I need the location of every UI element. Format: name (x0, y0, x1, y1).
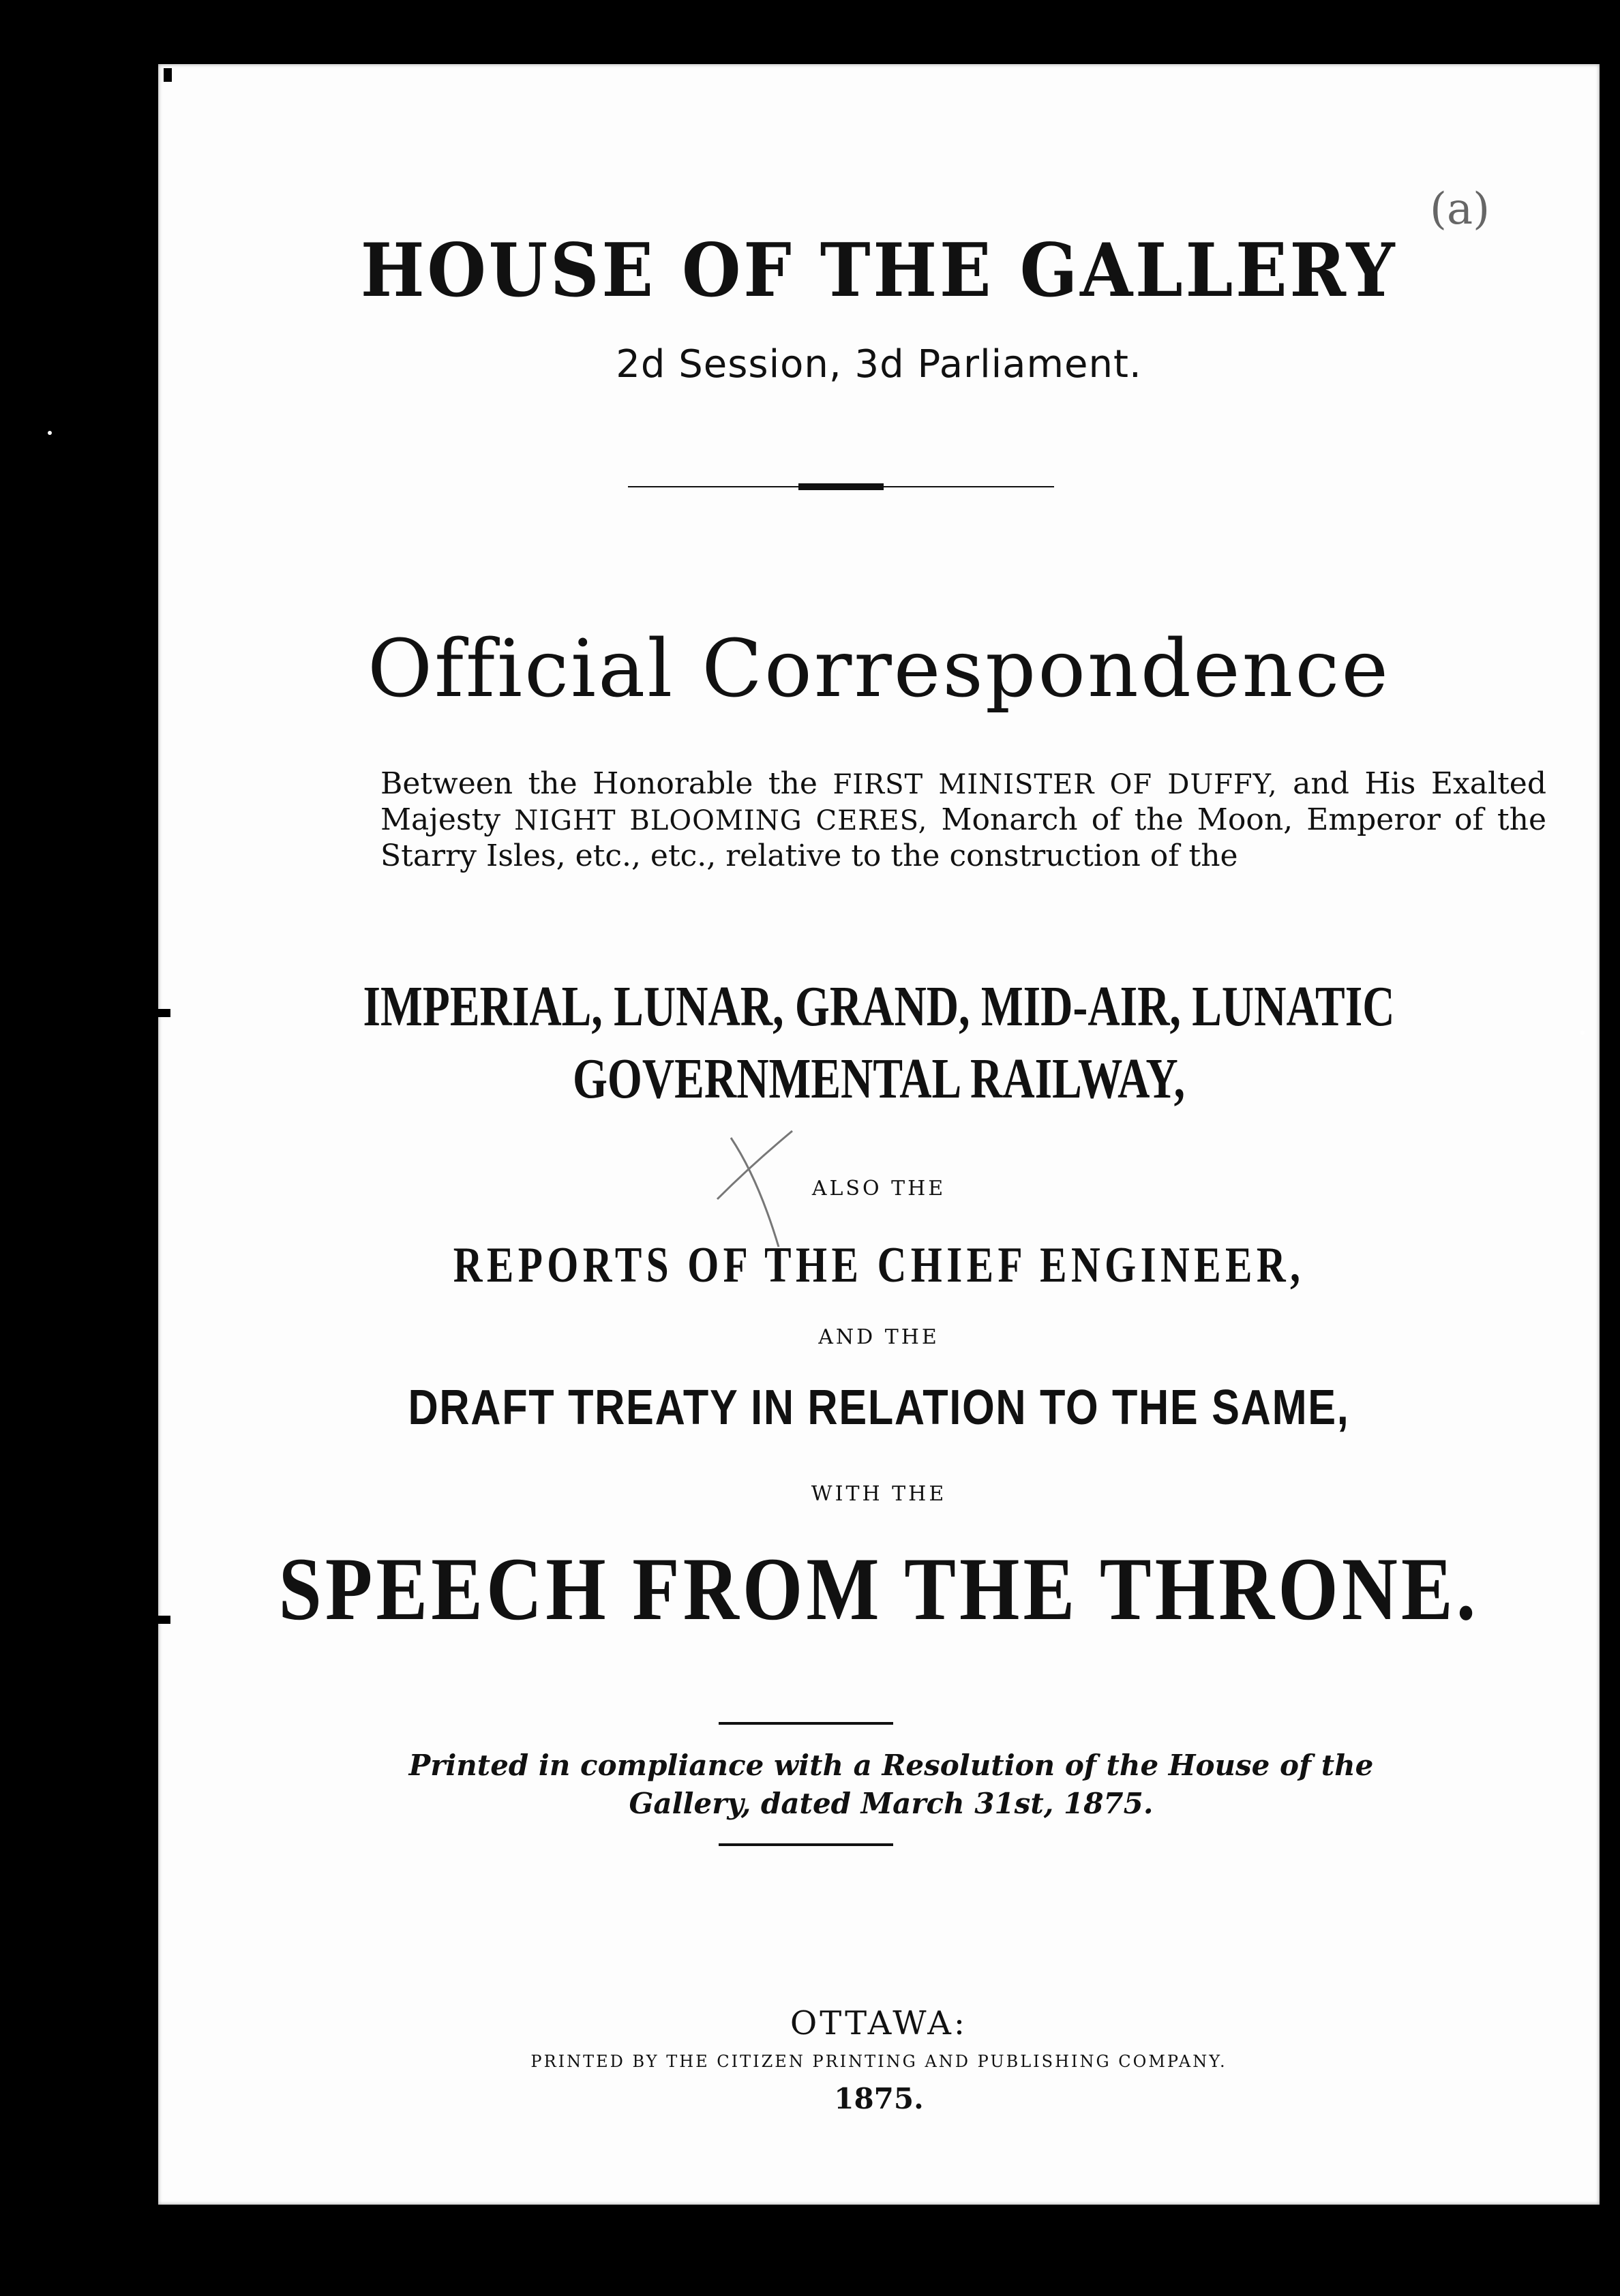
connector-and-the: AND THE (818, 1325, 940, 1349)
printed-notice-line-1: Printed in compliance with a Resolution of the House of the (408, 1749, 1374, 1782)
imprint-place: OTTAWA: (790, 2004, 968, 2042)
ornamental-rule (628, 481, 1054, 492)
document-title: HOUSE OF THE GALLERY (360, 228, 1398, 314)
intro-first-minister: FIRST MINISTER OF DUFFY, (832, 769, 1278, 800)
session-line: 2d Session, 3d Parliament. (616, 342, 1142, 387)
connector-also-the: ALSO THE (811, 1177, 946, 1200)
document-page (158, 64, 1600, 2205)
handwritten-annotation: (a) (1430, 184, 1490, 235)
scan-speck (48, 431, 52, 435)
intro-text-2: and His Exalted Majesty (380, 766, 1547, 837)
binding-mark (154, 1616, 170, 1624)
divider-rule-top (719, 1722, 893, 1725)
scan-speck (1580, 1031, 1585, 1035)
printed-notice-line-2: Gallery, dated March 31st, 1875. (629, 1787, 1154, 1820)
binding-mark (154, 1009, 170, 1017)
connector-with-the: WITH THE (811, 1482, 947, 1506)
intro-text-3: Monarch of the Moon, Emperor of the Starry Isles, etc., etc., relative to the construction of the (380, 802, 1546, 873)
railway-title-line-2: GOVERNMENTAL RAILWAY, (572, 1047, 1186, 1111)
intro-text-1: Between the Honorable the (380, 766, 833, 801)
reports-heading: REPORTS OF THE CHIEF ENGINEER, (453, 1237, 1305, 1293)
heading-official-correspondence: Official Correspondence (368, 623, 1390, 715)
intro-paragraph (380, 766, 1546, 874)
divider-rule-bottom (719, 1843, 893, 1846)
binding-mark (164, 68, 172, 82)
intro-night-blooming-ceres: NIGHT BLOOMING CERES, (514, 805, 928, 836)
draft-treaty-heading: DRAFT TREATY IN RELATION TO THE SAME, (408, 1380, 1350, 1435)
speech-heading: SPEECH FROM THE THRONE. (278, 1539, 1480, 1639)
printed-notice (329, 1747, 1454, 1823)
imprint-year: 1875. (834, 2082, 924, 2115)
imprint-printer: PRINTED BY THE CITIZEN PRINTING AND PUBLISHING COMPANY. (530, 2052, 1227, 2071)
railway-title-line-1: IMPERIAL, LUNAR, GRAND, MID-AIR, LUNATIC (363, 975, 1395, 1038)
